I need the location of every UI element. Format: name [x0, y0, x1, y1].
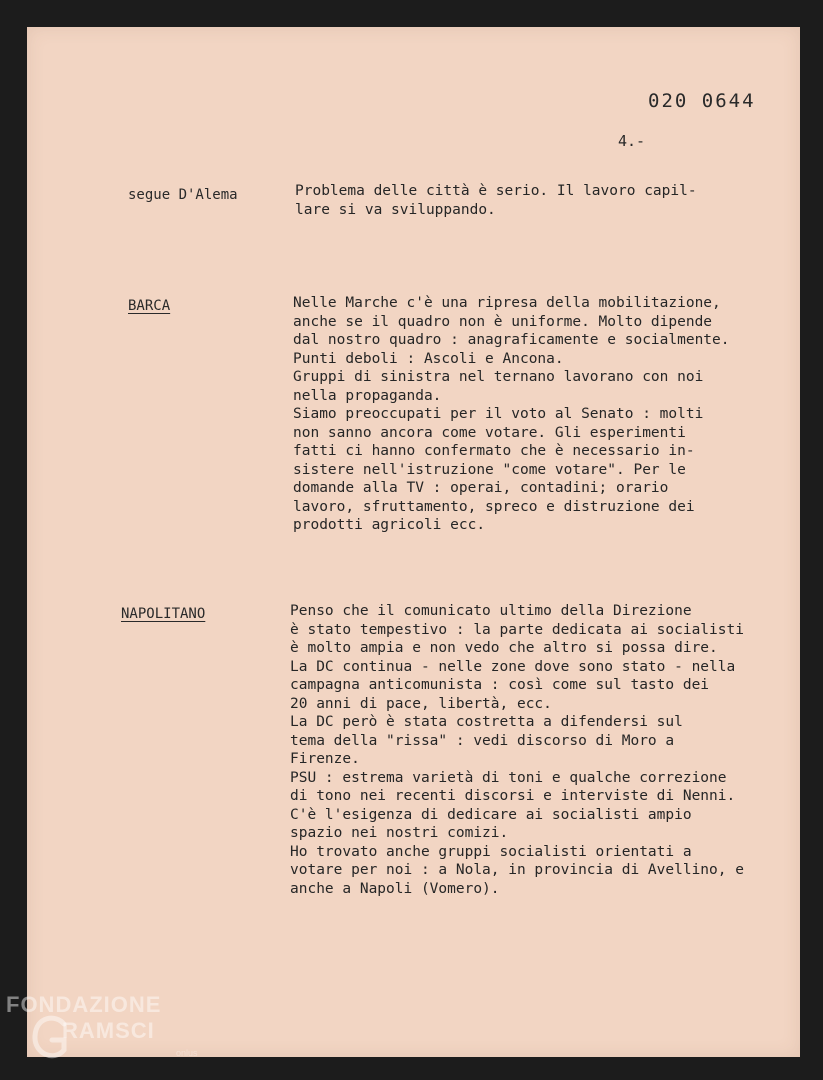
statement-line: anche a Napoli (Vomero). [290, 880, 500, 897]
statement-line: 20 anni di pace, libertà, ecc. [290, 695, 552, 712]
statement-dalema [295, 182, 697, 219]
statement-line: lare si va sviluppando. [295, 201, 496, 218]
statement-line: dal nostro quadro : anagraficamente e socialmente. [293, 332, 730, 348]
statement-line: spazio nei nostri comizi. [290, 825, 509, 841]
statement-line: Problema delle città è serio. Il lavoro capil- [295, 183, 697, 199]
statement-line: di tono nei recenti discorsi e interviste di Nenni. [290, 788, 736, 804]
statement-line: nella propaganda. [293, 387, 442, 404]
statement-line: Nelle Marche c'è una ripresa della mobilitazione, [293, 295, 721, 311]
speaker-dalema: segue D'Alema [128, 187, 238, 203]
statement-line: La DC però è stata costretta a difendersi sul [290, 714, 683, 730]
speaker-barca: BARCA [128, 298, 171, 314]
statement-line: è molto ampia e non vedo che altro si possa dire. [290, 640, 718, 656]
statement-line: Firenze. [290, 751, 360, 767]
statement-line: anche se il quadro non è uniforme. Molto dipende [293, 313, 713, 330]
statement-line: C'è l'esigenza di dedicare ai socialisti ampio [290, 806, 692, 823]
statement-line: sistere nell'istruzione "come votare". Per le [293, 461, 686, 478]
statement-line: è stato tempestivo : la parte dedicata ai socialisti [290, 621, 744, 638]
document-page [27, 27, 800, 1057]
archive-number: 020 0644 [648, 90, 756, 112]
watermark-line2: RAMSCI [62, 1018, 155, 1043]
statement-line: fatti ci hanno confermato che è necessario in- [293, 443, 695, 459]
statement-line: prodotti agricoli ecc. [293, 517, 486, 533]
page-number: 4.- [618, 132, 646, 150]
statement-line: Penso che il comunicato ultimo della Direzione [290, 603, 692, 619]
fondazione-gramsci-watermark [4, 990, 204, 1070]
statement-napolitano [290, 602, 744, 898]
statement-line: tema della "rissa" : vedi discorso di Moro a [290, 732, 675, 749]
statement-line: votare per noi : a Nola, in provincia di Avellino, e [290, 862, 744, 878]
statement-line: campagna anticomunista : così come sul tasto dei [290, 677, 710, 693]
statement-line: non sanno ancora come votare. Gli esperimenti [293, 424, 686, 441]
speaker-napolitano: NAPOLITANO [121, 606, 206, 622]
statement-line: Gruppi di sinistra nel ternano lavorano con noi [293, 369, 704, 385]
statement-line: PSU : estrema varietà di toni e qualche correzione [290, 769, 727, 786]
statement-line: Punti deboli : Ascoli e Ancona. [293, 350, 564, 367]
watermark-suffix: onlus [176, 1048, 198, 1058]
statement-line: domande alla TV : operai, contadini; orario [293, 480, 669, 496]
statement-line: La DC continua - nelle zone dove sono stato - nella [290, 658, 736, 675]
statement-line: lavoro, sfruttamento, spreco e distruzione dei [293, 498, 695, 515]
statement-line: Ho trovato anche gruppi socialisti orientati a [290, 843, 692, 860]
watermark-line1: FONDAZIONE [6, 992, 162, 1017]
statement-barca [293, 294, 730, 535]
statement-line: Siamo preoccupati per il voto al Senato : molti [293, 406, 704, 422]
